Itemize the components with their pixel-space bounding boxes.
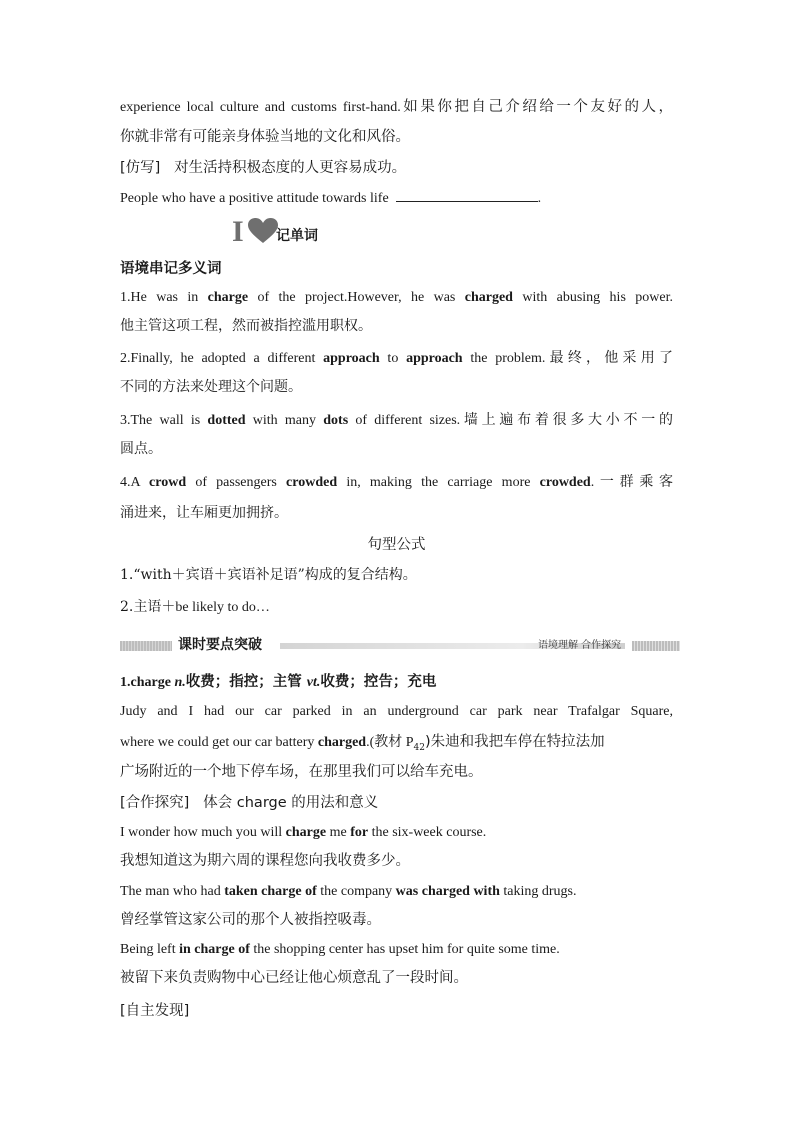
vocab-heading: 语境串记多义词 bbox=[120, 261, 222, 277]
text-run: crowded bbox=[286, 475, 338, 490]
imitate-prompt bbox=[120, 157, 673, 179]
text-run: the company bbox=[316, 884, 396, 899]
text-run: the shopping center has upset him for quite some time. bbox=[249, 942, 560, 957]
text-run: where we could get our car battery bbox=[120, 735, 318, 750]
vocab-sentence-1-zh: 他主管这项工程，然而被指控滥用职权。 bbox=[120, 318, 372, 334]
coop-example-1 bbox=[120, 822, 673, 844]
text-run: charge bbox=[207, 290, 249, 305]
text-run: Being left bbox=[120, 942, 180, 957]
vocab-sentence-2 bbox=[120, 347, 673, 370]
coop-example-3-zh: 被留下来负责购物中心已经让他心烦意乱了一段时间。 bbox=[120, 970, 468, 986]
text-run: charge bbox=[285, 825, 327, 840]
text-run: be likely to do… bbox=[175, 600, 270, 615]
charge-heading bbox=[120, 671, 673, 694]
logo-text: 记单词 bbox=[276, 228, 318, 244]
coop-example-2 bbox=[120, 881, 673, 903]
text-run: 最终，他采用了 bbox=[545, 350, 674, 366]
vocab-sentence-2-zh: 不同的方法来处理这个问题。 bbox=[120, 379, 302, 395]
text-run: the six-week course. bbox=[368, 825, 487, 840]
text-run: was charged with bbox=[395, 884, 500, 899]
coop-explore bbox=[120, 792, 673, 814]
text-run: for bbox=[350, 825, 369, 840]
text-run: 收费；指控；主管 bbox=[185, 674, 307, 690]
text-run: )朱迪和我把车停在特拉法加 bbox=[424, 734, 605, 750]
text-run: the problem. bbox=[462, 351, 546, 366]
text-run: dots bbox=[323, 413, 349, 428]
text-run: 收费；控告；充电 bbox=[320, 674, 437, 690]
charge-example-line-3: 广场附近的一个地下停车场，在那里我们可以给车充电。 bbox=[120, 764, 483, 780]
text-run: People who have a positive attitude towards life bbox=[120, 191, 389, 206]
text-run: 3.The wall is bbox=[120, 413, 208, 428]
text-run: experience local culture and customs first-hand. bbox=[120, 100, 401, 115]
intro-line-1 bbox=[120, 96, 673, 119]
vocab-sentence-3-zh: 圆点。 bbox=[120, 441, 162, 457]
section-subtitle: 语境理解 合作探究 bbox=[538, 640, 622, 651]
text-run: taken charge of bbox=[224, 884, 317, 899]
vocab-sentence-4 bbox=[120, 471, 673, 494]
text-run: dotted bbox=[207, 413, 246, 428]
text-run: in charge of bbox=[179, 942, 250, 957]
bar-right-stripes bbox=[632, 641, 680, 651]
text-run: with many bbox=[245, 413, 324, 428]
self-discovery-label: [自主发现] bbox=[120, 1003, 190, 1019]
text-run: of passengers bbox=[186, 475, 287, 490]
imitate-answer-line bbox=[120, 188, 673, 210]
text-run: 1.He was in bbox=[120, 290, 208, 305]
text-run: approach bbox=[323, 351, 380, 366]
coop-example-1-zh: 我想知道这为期六周的课程您向我收费多少。 bbox=[120, 853, 410, 869]
pattern-heading: 句型公式 bbox=[367, 537, 426, 553]
coop-example-3 bbox=[120, 939, 673, 961]
text-run: [仿写] bbox=[120, 160, 161, 176]
text-run: . bbox=[537, 191, 542, 206]
text-run: in, making the carriage more bbox=[337, 475, 540, 490]
vocab-sentence-4-zh: 涌进来，让车厢更加拥挤。 bbox=[120, 505, 288, 521]
charge-example-line-1: Judy and I had our car parked in an underground car park near Trafalgar Square, bbox=[120, 704, 673, 719]
text-run: 42 bbox=[413, 742, 425, 753]
answer-blank[interactable] bbox=[396, 188, 538, 202]
text-run: approach bbox=[406, 351, 463, 366]
vocab-sentence-3 bbox=[120, 409, 673, 432]
text-run: crowd bbox=[149, 475, 187, 490]
text-run: [合作探究] bbox=[120, 795, 190, 811]
text-run: charged bbox=[464, 290, 513, 305]
text-run: . bbox=[590, 475, 595, 490]
text-run: The man who had bbox=[120, 884, 225, 899]
charge-example-line-2 bbox=[120, 731, 673, 759]
logo-letter: I bbox=[232, 215, 244, 248]
text-run: 2.Finally, he adopted a different bbox=[120, 351, 324, 366]
text-run: taking drugs. bbox=[499, 884, 577, 899]
bar-left-stripes bbox=[120, 641, 172, 651]
section-bar bbox=[120, 637, 680, 655]
text-run: me bbox=[326, 825, 351, 840]
text-run: of different sizes. bbox=[348, 413, 461, 428]
heart-icon bbox=[248, 218, 278, 244]
memorize-words-logo bbox=[232, 215, 332, 249]
text-run: I wonder how much you will bbox=[120, 825, 286, 840]
text-run: of the project.However, he was bbox=[248, 290, 465, 305]
pattern-2 bbox=[120, 596, 673, 619]
text-run: 如果你把自己介绍给一个友好的人， bbox=[400, 99, 673, 115]
text-run: 2.主语＋ bbox=[120, 599, 176, 615]
pattern-1: 1.“with＋宾语＋宾语补足语”构成的复合结构。 bbox=[120, 567, 417, 583]
text-run: 4.A bbox=[120, 475, 150, 490]
text-run: with abusing his power. bbox=[512, 290, 673, 305]
text-run: crowded bbox=[539, 475, 591, 490]
text-run: 对生活持积极态度的人更容易成功。 bbox=[174, 160, 407, 176]
text-run: to bbox=[379, 351, 407, 366]
text-run: 体会 charge 的用法和意义 bbox=[203, 795, 379, 811]
text-run: n. bbox=[174, 675, 186, 690]
vocab-sentence-1 bbox=[120, 287, 673, 309]
text-run: charged bbox=[317, 735, 367, 750]
text-run: 一群乘客 bbox=[594, 474, 674, 490]
intro-line-2: 你就非常有可能亲身体验当地的文化和风俗。 bbox=[120, 129, 410, 145]
text-run: 墙上遍布着很多大小不一的 bbox=[460, 412, 673, 428]
text-run: .(教材 P bbox=[366, 735, 414, 750]
section-title: 课时要点突破 bbox=[178, 637, 262, 653]
text-run: vt. bbox=[306, 675, 321, 690]
text-run: 1.charge bbox=[120, 675, 175, 690]
coop-example-2-zh: 曾经掌管这家公司的那个人被指控吸毒。 bbox=[120, 912, 381, 928]
